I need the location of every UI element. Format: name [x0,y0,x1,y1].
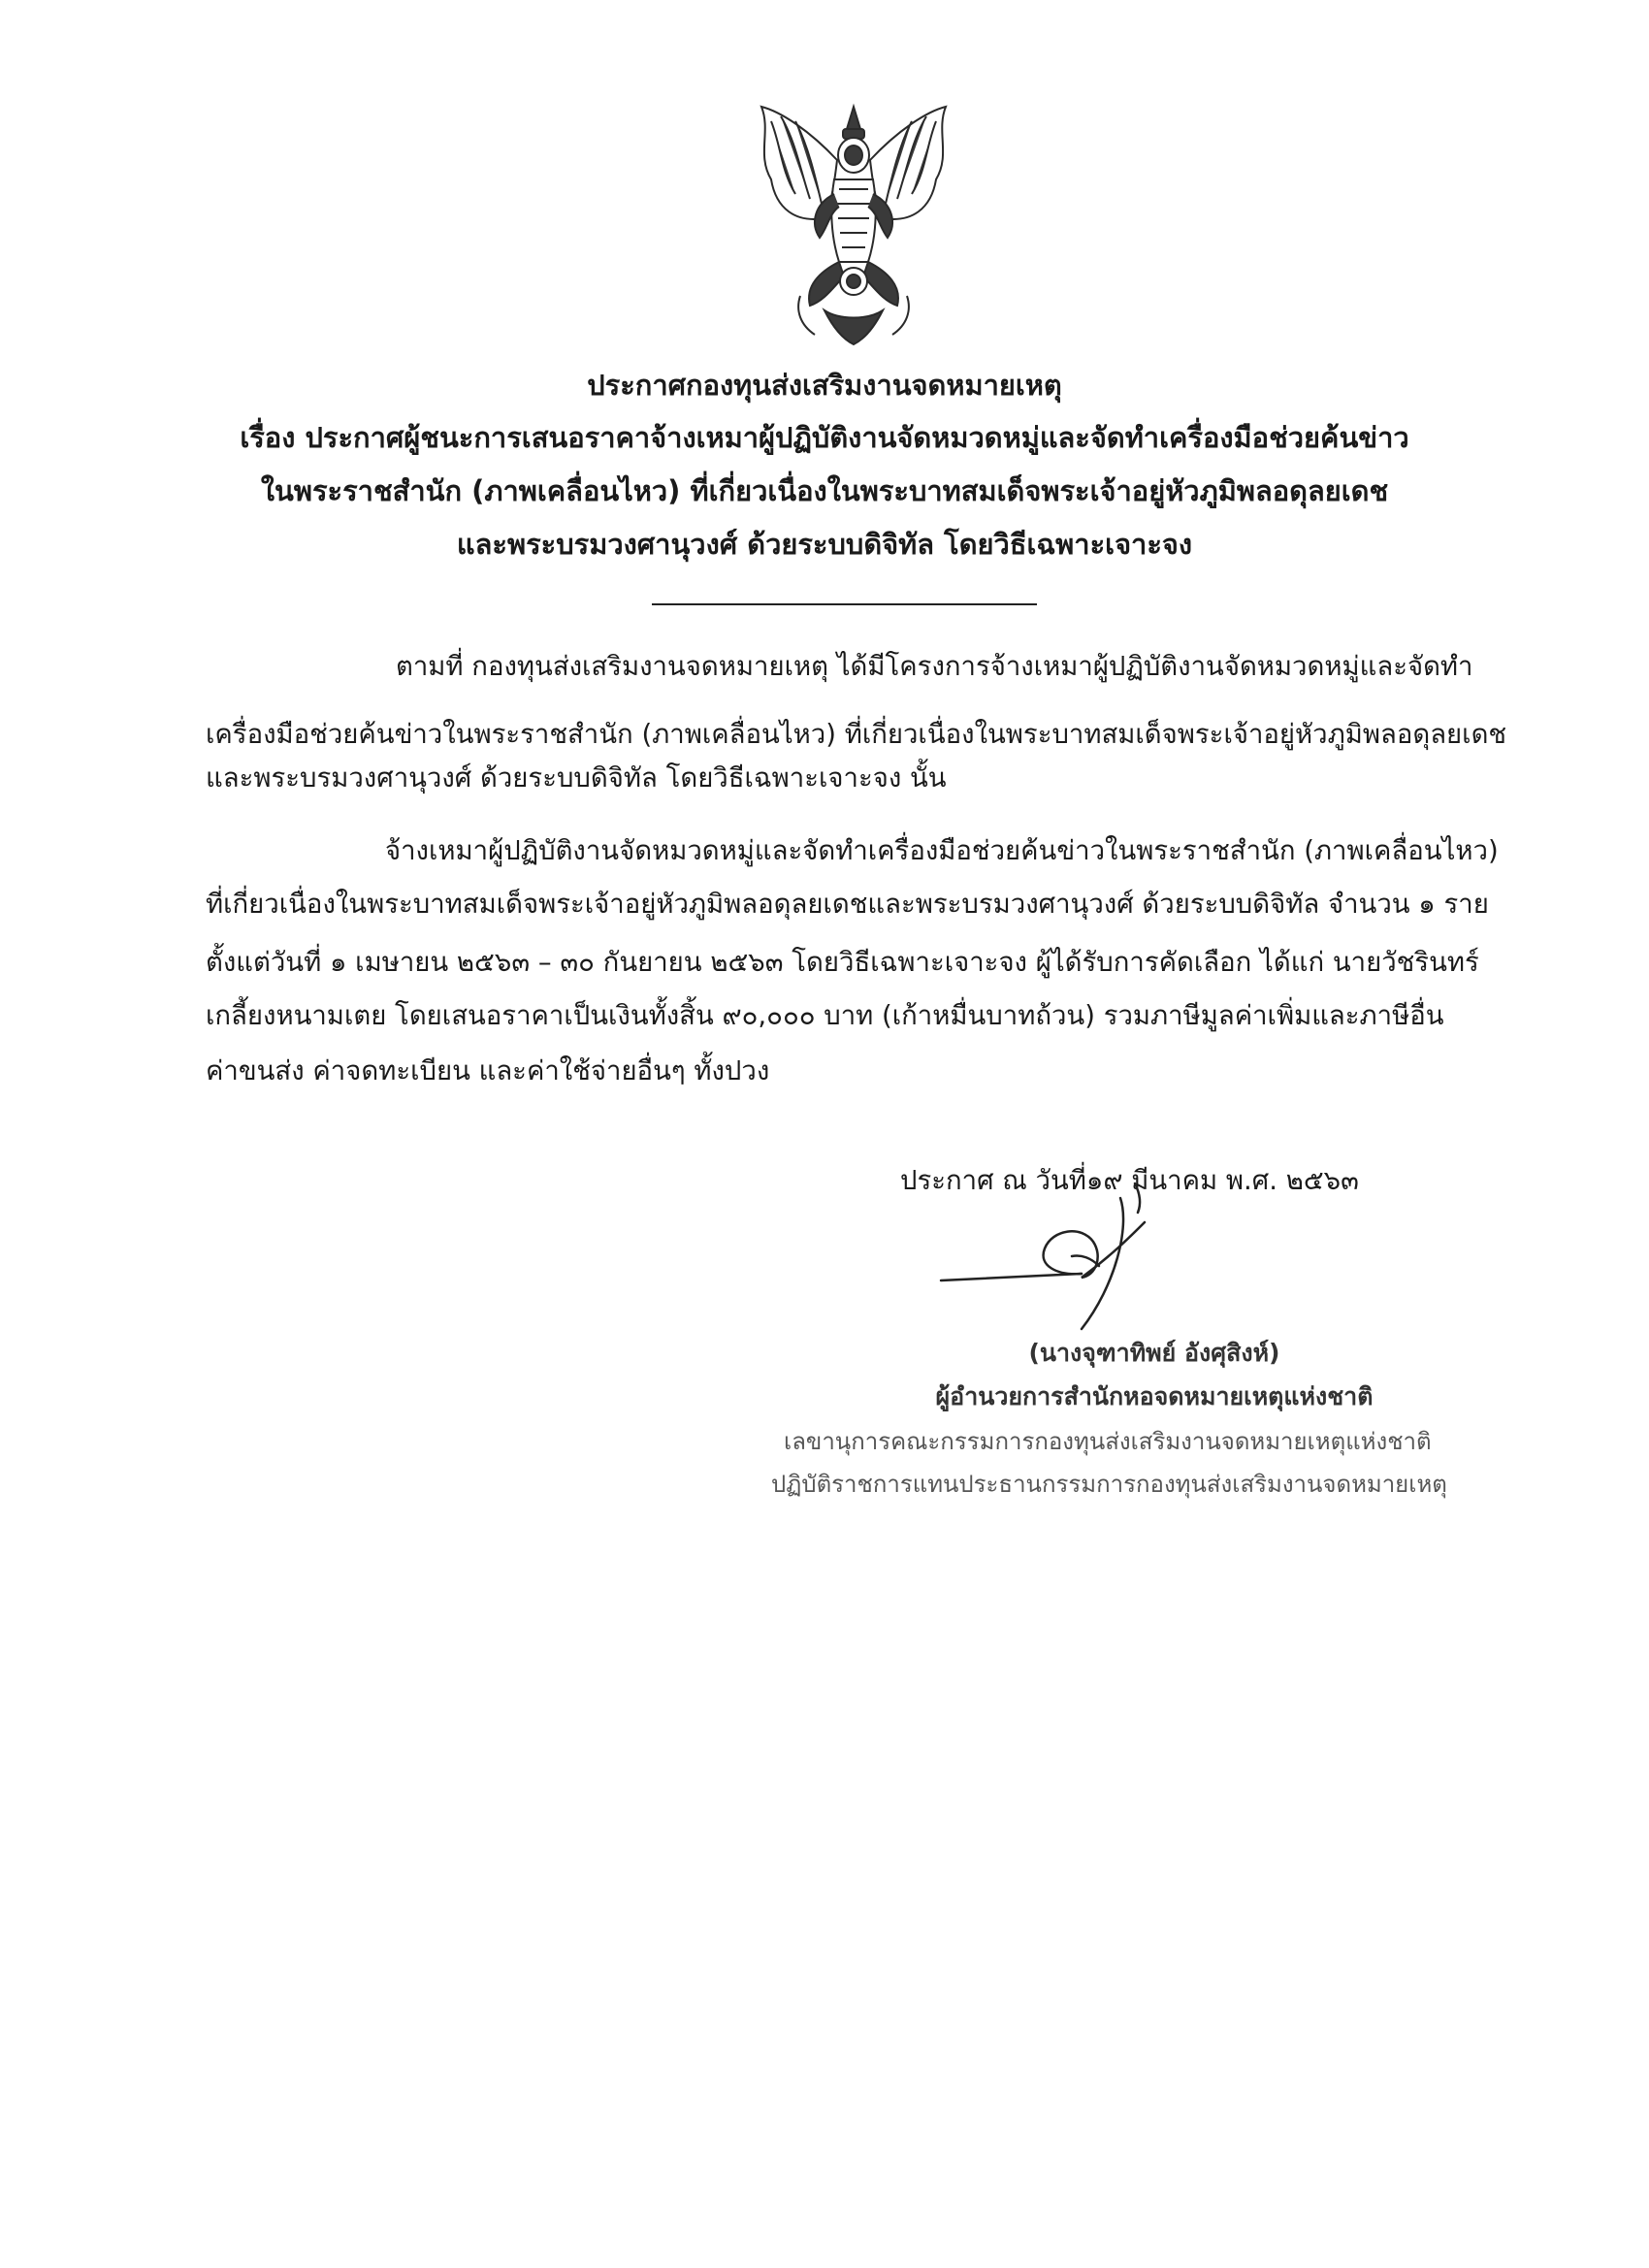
handwritten-signature [936,1130,1198,1334]
signatory-secretary-title: เลขานุการคณะกรรมการกองทุนส่งเสริมงานจดหมายเหตุแห่งชาติ [784,1428,1432,1455]
paragraph-1-line-2: เครื่องมือช่วยค้นข่าวในพระราชสำนัก (ภาพเคลื่อนไหว) ที่เกี่ยวเนื่องในพระบาทสมเด็จพระเจ้าอยู่หัวภูมิพลอดุลยเดช [206,719,1507,750]
garuda-emblem-icon [742,102,965,349]
paragraph-1-line-3: และพระบรมวงศานุวงศ์ ด้วยระบบดิจิทัล โดยวิธีเฉพาะเจาะจง นั้น [206,762,947,794]
signatory-title: ผู้อำนวยการสำนักหอจดหมายเหตุแห่งชาติ [935,1382,1374,1410]
signatory-acting-title: ปฏิบัติราชการแทนประธานกรรมการกองทุนส่งเสริมงานจดหมายเหตุ [771,1471,1447,1498]
paragraph-2-line-5: ค่าขนส่ง ค่าจดทะเบียน และค่าใช้จ่ายอื่นๆ ทั้งปวง [206,1055,770,1086]
paragraph-2-line-2: ที่เกี่ยวเนื่องในพระบาทสมเด็จพระเจ้าอยู่หัวภูมิพลอดุลยเดชและพระบรมวงศานุวงศ์ ด้วยระบบดิจิทัล จำนวน ๑ ราย [206,889,1489,920]
signatory-name: (นางจุฑาทิพย์ อังศุสิงห์) [1028,1339,1280,1367]
paragraph-2-line-1: จ้างเหมาผู้ปฏิบัติงานจัดหมวดหมู่และจัดทำเครื่องมือช่วยค้นข่าวในพระราชสำนัก (ภาพเคลื่อนไหว) [385,835,1499,866]
announcement-heading: ประกาศกองทุนส่งเสริมงานจดหมายเหตุ [587,369,1062,402]
announcement-subject-line-1: เรื่อง ประกาศผู้ชนะการเสนอราคาจ้างเหมาผู้ปฏิบัติงานจัดหมวดหมู่และจัดทำเครื่องมือช่วยค้นข่าว [240,421,1409,454]
announcement-subject-line-3: และพระบรมวงศานุวงศ์ ด้วยระบบดิจิทัล โดยวิธีเฉพาะเจาะจง [456,528,1193,561]
heading-divider [652,603,1037,605]
announcement-date: ประกาศ ณ วันที่๑๙ มีนาคม พ.ศ. ๒๕๖๓ [900,1165,1359,1196]
announcement-subject-line-2: ในพระราชสำนัก (ภาพเคลื่อนไหว) ที่เกี่ยวเนื่องในพระบาทสมเด็จพระเจ้าอยู่หัวภูมิพลอดุลยเดช [260,474,1389,507]
paragraph-1-line-1: ตามที่ กองทุนส่งเสริมงานจดหมายเหตุ ได้มีโครงการจ้างเหมาผู้ปฏิบัติงานจัดหมวดหมู่และจัดทำ [396,651,1473,682]
paragraph-2-line-3: ตั้งแต่วันที่ ๑ เมษายน ๒๕๖๓ – ๓๐ กันยายน ๒๕๖๓ โดยวิธีเฉพาะเจาะจง ผู้ได้รับการคัดเลือก ได้แก่ นายวัชรินทร์ [206,947,1479,978]
paragraph-2-line-4: เกลี้ยงหนามเตย โดยเสนอราคาเป็นเงินทั้งสิ้น ๙๐,๐๐๐ บาท (เก้าหมื่นบาทถ้วน) รวมภาษีมูลค่าเพิ่มและภาษีอื่น [206,1000,1444,1031]
